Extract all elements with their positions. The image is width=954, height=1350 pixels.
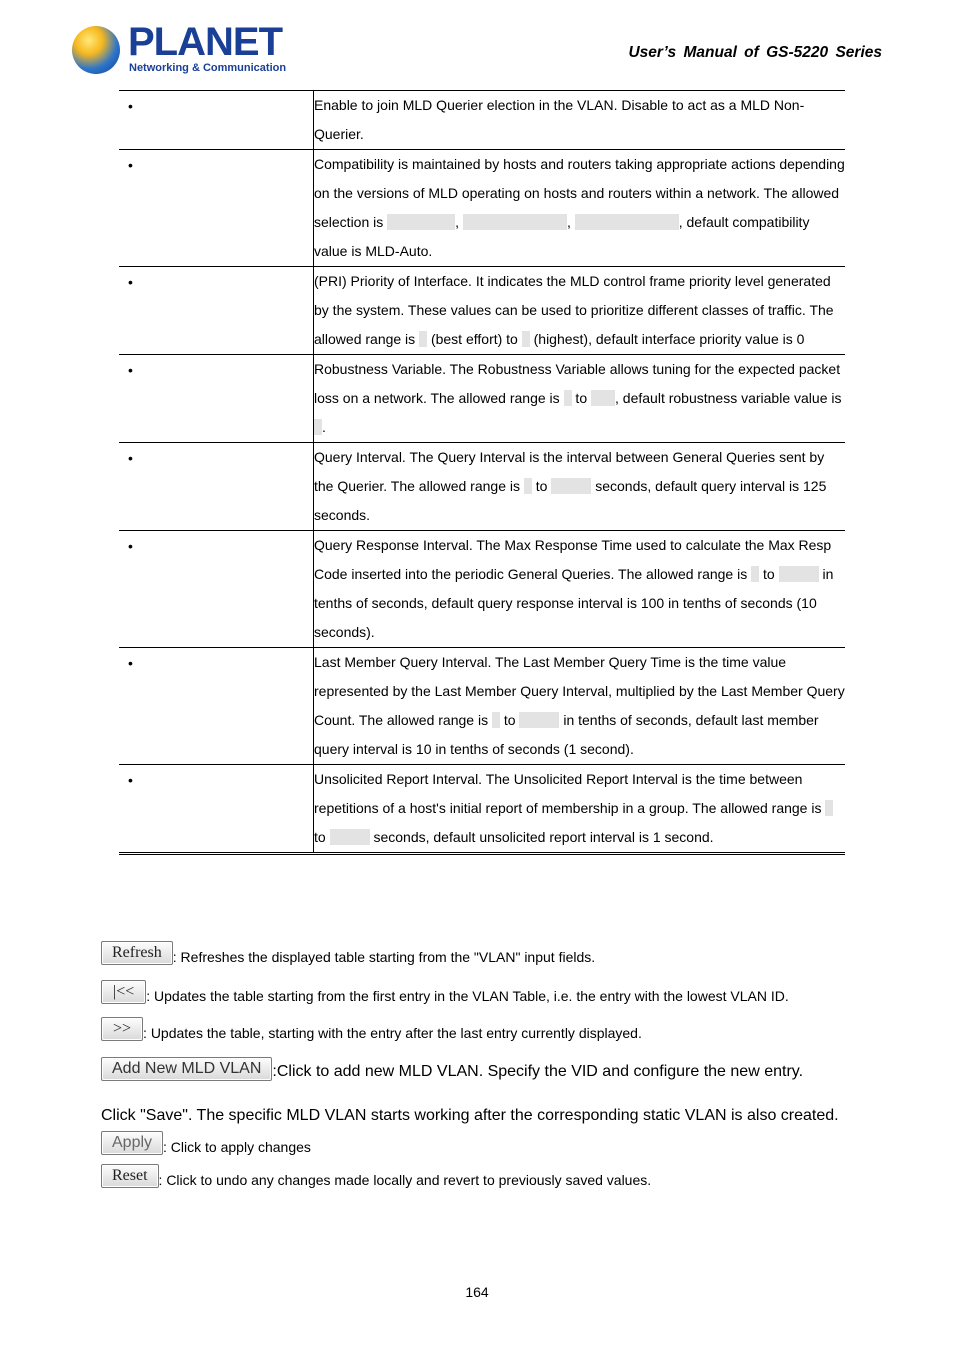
redacted-value [779, 566, 819, 582]
description-text: (PRI) Priority of Interface. It indicates the MLD control frame priority level generated by the system. These values can be used to prioritize different classes of traffic. The allowed range is [314, 273, 834, 347]
bullet: • [128, 772, 133, 788]
description-cell [314, 267, 846, 355]
description-text: to [499, 712, 520, 728]
description-cell [314, 355, 846, 443]
object-cell [119, 355, 314, 443]
reset-line [101, 1164, 651, 1188]
page-number: 164 [465, 1284, 489, 1300]
parameter-table [119, 90, 845, 855]
redacted-value [524, 478, 532, 494]
manual-title: User’s Manual of GS-5220 Series [628, 44, 882, 61]
object-cell [119, 648, 314, 765]
reset-description: : Click to undo any changes made locally and revert to previously saved values. [158, 1172, 652, 1188]
bullet: • [128, 655, 133, 671]
description-text: . [322, 419, 326, 435]
object-cell [119, 267, 314, 355]
description-text: (best effort) to [427, 331, 522, 347]
logo-wordmark: PLANET [128, 20, 282, 64]
table-row [119, 531, 845, 648]
description-text: in tenths of seconds, default last member query interval is 10 in tenths of seconds (1 second). [314, 712, 819, 757]
description-text: Enable to join MLD Querier election in the VLAN. Disable to act as a MLD Non-Querier. [314, 97, 805, 142]
description-text: to [571, 390, 592, 406]
planet-logo [72, 20, 287, 78]
description-text: seconds, default query interval is 125 seconds. [314, 478, 827, 523]
bullet: • [128, 538, 133, 554]
table-row [119, 648, 845, 765]
description-text: to [314, 829, 330, 845]
redacted-value [551, 478, 591, 494]
redacted-value [591, 390, 615, 406]
next-page-button[interactable]: >> [101, 1017, 143, 1041]
bullet: • [128, 450, 133, 466]
description-text: Query Response Interval. The Max Response Time used to calculate the Max Resp Code inserted into the periodic General Queries. The allowed range is [314, 537, 832, 582]
description-text: Robustness Variable. The Robustness Variable allows tuning for the expected packet loss on a network. The allowed range is [314, 361, 841, 406]
redacted-value [519, 712, 559, 728]
refresh-line [101, 941, 595, 965]
description-cell [314, 648, 846, 765]
apply-line [101, 1131, 311, 1155]
reset-button[interactable]: Reset [101, 1164, 159, 1188]
redacted-value [751, 566, 759, 582]
description-text: , default compatibility value is MLD-Auto. [314, 214, 810, 259]
object-cell [119, 91, 314, 150]
description-text: (highest), default interface priority value is 0 [529, 331, 805, 347]
description-text: Unsolicited Report Interval. The Unsolicited Report Interval is the time between repetitions of a host's initial report of membership in a group. The allowed range is [314, 771, 826, 816]
add-new-mld-vlan-button[interactable]: Add New MLD VLAN [101, 1057, 272, 1081]
redacted-value [575, 214, 679, 230]
object-cell [119, 150, 314, 267]
object-cell [119, 531, 314, 648]
add-vlan-description: :Click to add new MLD VLAN. Specify the VID and configure the new entry. [272, 1063, 804, 1080]
table-row [119, 443, 845, 531]
table-row [119, 91, 845, 150]
object-cell [119, 765, 314, 854]
description-text: , default robustness variable value is [615, 390, 842, 406]
description-text: , [455, 214, 463, 230]
description-cell [314, 91, 846, 150]
globe-icon [72, 26, 120, 74]
apply-button[interactable]: Apply [101, 1131, 163, 1155]
add-vlan-line [101, 1057, 803, 1081]
next-page-description: : Updates the table, starting with the entry after the last entry currently displayed. [143, 1025, 642, 1041]
redacted-value [564, 390, 572, 406]
table-row [119, 267, 845, 355]
logo-subtitle: Networking & Communication [129, 62, 287, 74]
redacted-value [387, 214, 455, 230]
description-text: Query Interval. The Query Interval is the interval between General Queries sent by the Querier. The allowed range is [314, 449, 825, 494]
description-cell [314, 150, 846, 267]
next-page-line [101, 1017, 642, 1041]
redacted-value [419, 331, 427, 347]
description-cell [314, 531, 846, 648]
redacted-value [492, 712, 500, 728]
table-row [119, 355, 845, 443]
redacted-value [330, 829, 370, 845]
table-row [119, 765, 845, 854]
save-note: Click "Save". The specific MLD VLAN starts working after the corresponding static VLAN is also created. [101, 1107, 839, 1124]
table-row [119, 150, 845, 267]
bullet: • [128, 157, 133, 173]
bullet: • [128, 362, 133, 378]
description-text: Last Member Query Interval. The Last Member Query Time is the time value represented by the Last Member Query Interval, multiplied by the Last Member Query Count. The allowed range is [314, 654, 845, 728]
bullet: • [128, 274, 133, 290]
first-page-line [101, 980, 789, 1004]
bullet: • [128, 98, 133, 114]
description-cell [314, 443, 846, 531]
description-text: to [531, 478, 552, 494]
refresh-description: : Refreshes the displayed table starting from the "VLAN" input fields. [172, 949, 596, 965]
object-cell [119, 443, 314, 531]
refresh-button[interactable]: Refresh [101, 941, 173, 965]
redacted-value [522, 331, 530, 347]
redacted-value [463, 214, 567, 230]
description-text: , [566, 214, 575, 230]
first-page-description: : Updates the table starting from the first entry in the VLAN Table, i.e. the entry with the lowest VLAN ID. [146, 988, 789, 1004]
description-text: Compatibility is maintained by hosts and routers taking appropriate actions depending on the versions of MLD operating on hosts and routers within a network. The allowed selection is [314, 156, 845, 230]
apply-description: : Click to apply changes [163, 1139, 311, 1155]
description-text: in tenths of seconds, default query response interval is 100 in tenths of seconds (10 seconds). [314, 566, 834, 640]
redacted-value [314, 419, 322, 435]
redacted-value [825, 800, 833, 816]
description-cell [314, 765, 846, 854]
first-page-button[interactable]: |<< [101, 980, 146, 1004]
description-text: seconds, default unsolicited report interval is 1 second. [369, 829, 714, 845]
description-text: to [759, 566, 779, 582]
